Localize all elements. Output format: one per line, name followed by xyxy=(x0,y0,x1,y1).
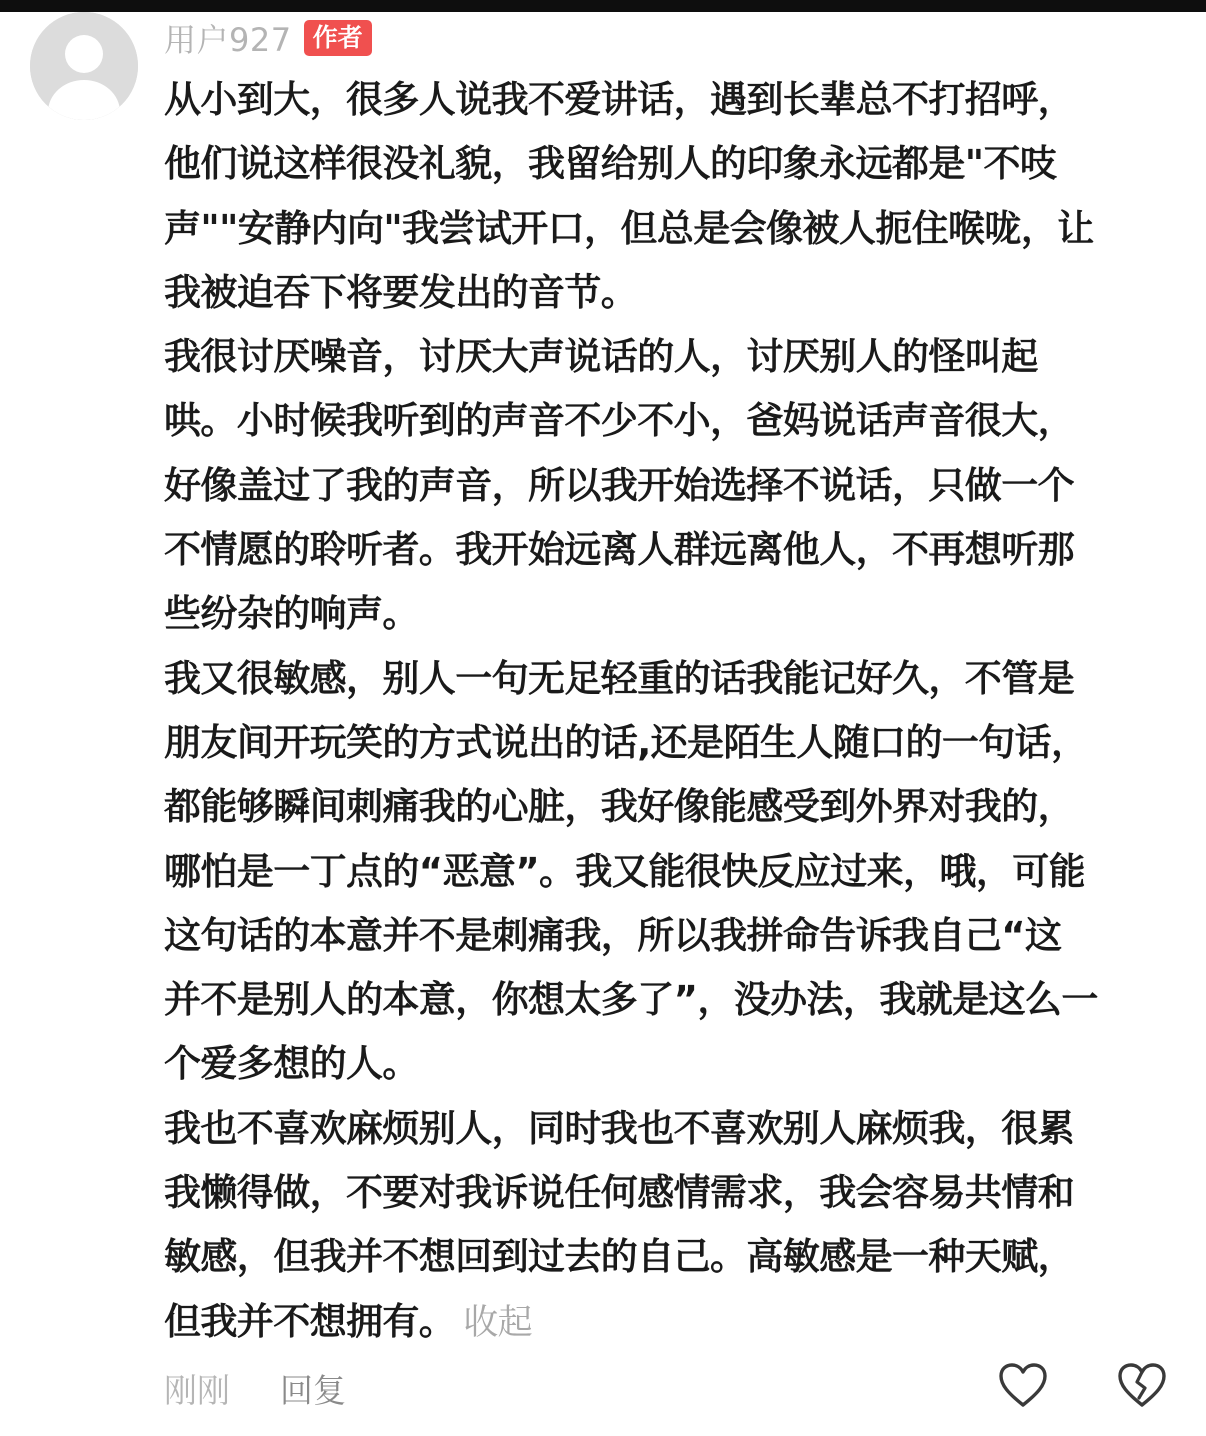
text-line: 不情愿的聆听者。我开始远离人群远离他人，不再想听那 xyxy=(164,528,1074,572)
text-line: 我又很敏感，别人一句无足轻重的话我能记好久，不管是 xyxy=(164,656,1074,700)
comment-header xyxy=(164,16,372,60)
author-badge: 作者 xyxy=(304,20,372,56)
text-line: 些纷杂的响声。 xyxy=(164,592,419,636)
top-bar xyxy=(0,0,1206,12)
comment-paragraph xyxy=(164,1097,1179,1355)
broken-heart-icon[interactable] xyxy=(1117,1362,1167,1410)
comment-paragraph xyxy=(164,325,1179,646)
reply-button[interactable]: 回复 xyxy=(280,1370,346,1410)
text-line: 我也不喜欢麻烦别人，同时我也不喜欢别人麻烦我，很累 xyxy=(164,1106,1074,1150)
text-line: 声""安静内向"我尝试开口，但总是会像被人扼住喉咙，让 xyxy=(164,206,1094,250)
text-line: 哄。小时候我听到的声音不少不小，爸妈说话声音很大， xyxy=(164,399,1074,443)
text-line: 敏感，但我并不想回到过去的自己。高敏感是一种天赋， xyxy=(164,1235,1074,1279)
text-line: 但我并不想拥有。 xyxy=(164,1299,456,1343)
text-line: 我被迫吞下将要发出的音节。 xyxy=(164,270,638,314)
text-line: 个爱多想的人。 xyxy=(164,1042,419,1086)
comment-footer xyxy=(164,1362,346,1414)
heart-outline-icon[interactable] xyxy=(998,1362,1048,1410)
text-line: 这句话的本意并不是刺痛我，所以我拼命告诉我自己“这 xyxy=(164,913,1062,957)
text-line: 从小到大，很多人说我不爱讲话，遇到长辈总不打招呼， xyxy=(164,78,1074,121)
user-avatar-icon[interactable] xyxy=(30,12,138,120)
text-line: 哪怕是一丁点的“恶意”。我又能很快反应过来，哦，可能 xyxy=(164,849,1086,893)
text-line: 朋友间开玩笑的方式说出的话,还是陌生人随口的一句话， xyxy=(164,720,1088,764)
text-line: 并不是别人的本意，你想太多了”，没办法，我就是这么一 xyxy=(164,978,1098,1022)
comment-paragraph xyxy=(164,68,1179,325)
text-line: 好像盖过了我的声音，所以我开始选择不说话，只做一个 xyxy=(164,463,1074,507)
comment-body xyxy=(164,68,1179,1355)
text-line: 他们说这样很没礼貌，我留给别人的印象永远都是"不吱 xyxy=(164,142,1057,186)
username[interactable]: 用户927 xyxy=(164,21,292,59)
text-line: 我很讨厌噪音，讨厌大声说话的人，讨厌别人的怪叫起 xyxy=(164,335,1038,379)
collapse-link[interactable]: 收起 xyxy=(463,1302,533,1343)
timestamp: 刚刚 xyxy=(164,1370,230,1410)
text-line: 我懒得做，不要对我诉说任何感情需求，我会容易共情和 xyxy=(164,1171,1074,1215)
text-line: 都能够瞬间刺痛我的心脏，我好像能感受到外界对我的， xyxy=(164,785,1074,829)
comment-paragraph xyxy=(164,647,1179,1097)
